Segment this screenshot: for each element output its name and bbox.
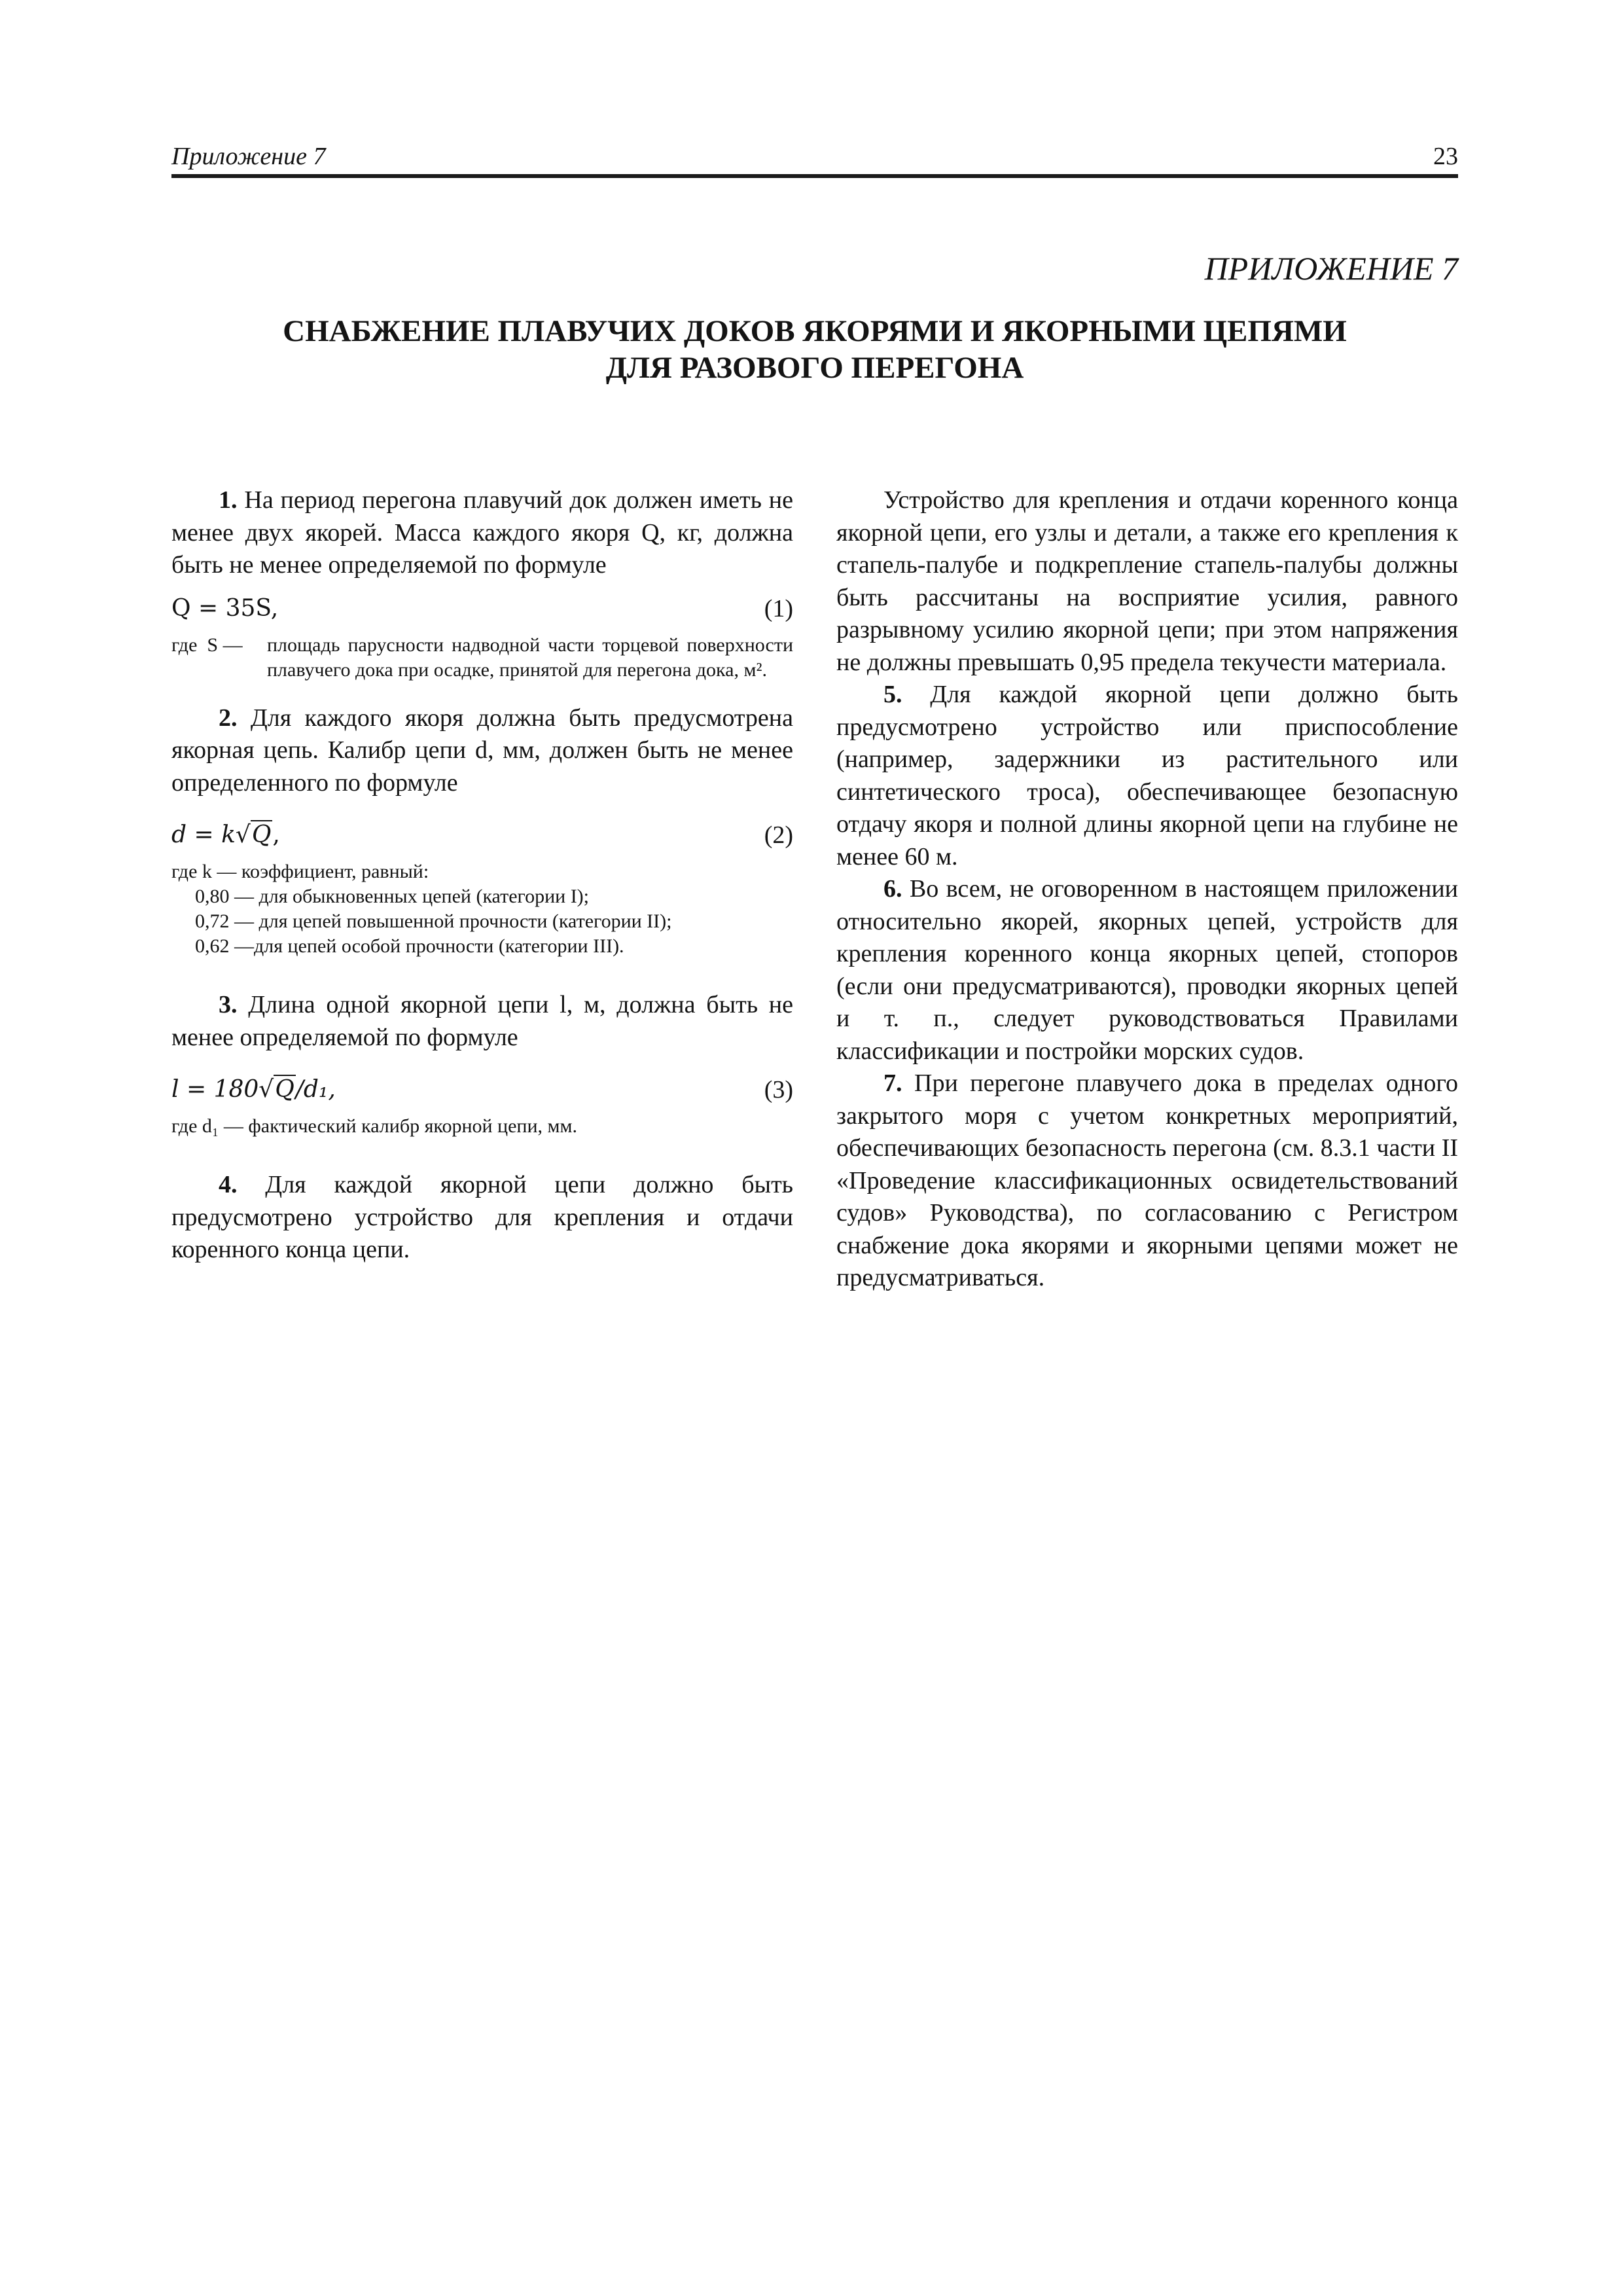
- appendix-label: ПРИЛОЖЕНИЕ 7: [1204, 250, 1458, 287]
- radicand: Q: [275, 1076, 294, 1103]
- formula-3-legend: [171, 1114, 793, 1139]
- paragraph-4-continued: Устройство для крепления и отдачи коренного конца якорной цепи, его узлы и детали, а также его крепления к стапель-палубе и подкрепление стапель-палубы должны быть рассчитаны на восприятие усилия, равного разрывному усилию якорной цепи; при этом напряжения не должны превышать 0,95 предела текучести материала.: [836, 486, 1458, 676]
- legend-text: площадь парусности надводной части торцевой поверхности плавучего дока при осадке, принятой для перегона дока, м².: [267, 634, 793, 681]
- right-column: [836, 484, 1458, 1295]
- page-title-line-2: ДЛЯ РАЗОВОГО ПЕРЕГОНА: [605, 351, 1024, 385]
- running-head: [171, 141, 1458, 178]
- formula-2-legend: [171, 859, 793, 959]
- legend-text: где d₁ — фактический калибр якорной цепи, мм.: [171, 1115, 577, 1137]
- paragraph-2: [171, 702, 793, 800]
- paragraph-number: 3.: [219, 991, 238, 1018]
- formula-1-legend: [171, 633, 793, 683]
- legend-item: 0,62 —для цепей особой прочности (категории III).: [195, 935, 624, 957]
- equation-number: (1): [764, 594, 793, 622]
- formula-expression: d = k√Q,: [171, 821, 280, 848]
- running-head-title: Приложение 7: [171, 143, 326, 170]
- formula-expression: l = 180√Q/d₁,: [171, 1076, 336, 1103]
- legend-lead: где k — коэффициент, равный:: [171, 861, 429, 882]
- legend-item: 0,72 — для цепей повышенной прочности (категории II);: [195, 910, 672, 932]
- legend-list: [171, 884, 793, 959]
- paragraph-number: 4.: [219, 1171, 238, 1198]
- paragraph-number: 5.: [883, 681, 902, 708]
- legend-lead: где S —: [171, 634, 243, 656]
- equation-number: (2): [764, 821, 793, 849]
- paragraph-3: [171, 989, 793, 1054]
- equation-number: (3): [764, 1076, 793, 1103]
- paragraph-number: 7.: [883, 1069, 902, 1097]
- paragraph-number: 6.: [883, 875, 902, 903]
- paragraph-7: [836, 1067, 1458, 1295]
- paragraph-text: При перегоне плавучего дока в пределах одного закрытого моря с учетом конкретных мероприятий, обеспечивающих безопасность перегона (см. 8.3.1 части II «Проведение классификационных освидетельствований судов» Руководства), по согласованию с Регистром снабжение дока якорями и якорными цепями может не предусматриваться.: [836, 1069, 1459, 1291]
- paragraph-text: Для каждой якорной цепи должно быть предусмотрено устройство для крепления и отдачи коренного конца цепи.: [171, 1171, 794, 1263]
- page-number: 23: [1433, 143, 1458, 170]
- paragraph-number: 1.: [219, 486, 238, 514]
- legend-item: 0,80 — для обыкновенных цепей (категории I);: [195, 886, 590, 907]
- paragraph-1: [171, 484, 793, 582]
- paragraph-5: [836, 679, 1458, 873]
- sqrt-sign: √: [235, 821, 251, 848]
- page-title-line-1: СНАБЖЕНИЕ ПЛАВУЧИХ ДОКОВ ЯКОРЯМИ И ЯКОРНЫМИ ЦЕПЯМИ: [283, 314, 1347, 348]
- radicand: Q: [251, 821, 272, 848]
- paragraph-text: Длина одной якорной цепи l, м, должна быть не менее определяемой по формуле: [171, 991, 793, 1051]
- formula-2: [171, 815, 793, 855]
- formula-3: [171, 1069, 793, 1110]
- left-column: [171, 484, 793, 1266]
- paragraph-text: Во всем, не оговоренном в настоящем приложении относительно якорей, якорных цепей, устройств для крепления коренного конца якорных цепей, стопоров (если они предусматриваются), проводки якорных цепей и т. п., следует руководствоваться Правилами классификации и постройки морских судов.: [836, 875, 1458, 1065]
- sqrt-sign: √: [259, 1076, 274, 1103]
- paragraph-text: Для каждого якоря должна быть предусмотрена якорная цепь. Калибр цепи d, мм, должен быть не менее определенного по формуле: [171, 704, 793, 797]
- paragraph-6: [836, 873, 1458, 1067]
- page-title: [171, 313, 1458, 386]
- formula-expression: Q = 35S,: [171, 594, 279, 622]
- paragraph-text: Для каждой якорной цепи должно быть предусмотрено устройство или приспособление (например, задержники из растительного или синтетического троса), обеспечивающее безопасную отдачу якоря и полной длины якорной цепи на глубине не менее 60 м.: [836, 681, 1459, 870]
- paragraph-number: 2.: [219, 704, 238, 732]
- formula-1: [171, 588, 793, 629]
- paragraph-4: [171, 1169, 793, 1266]
- paragraph-text: На период перегона плавучий док должен иметь не менее двух якорей. Масса каждого якоря Q, кг, должна быть не менее определяемой по формуле: [171, 486, 793, 579]
